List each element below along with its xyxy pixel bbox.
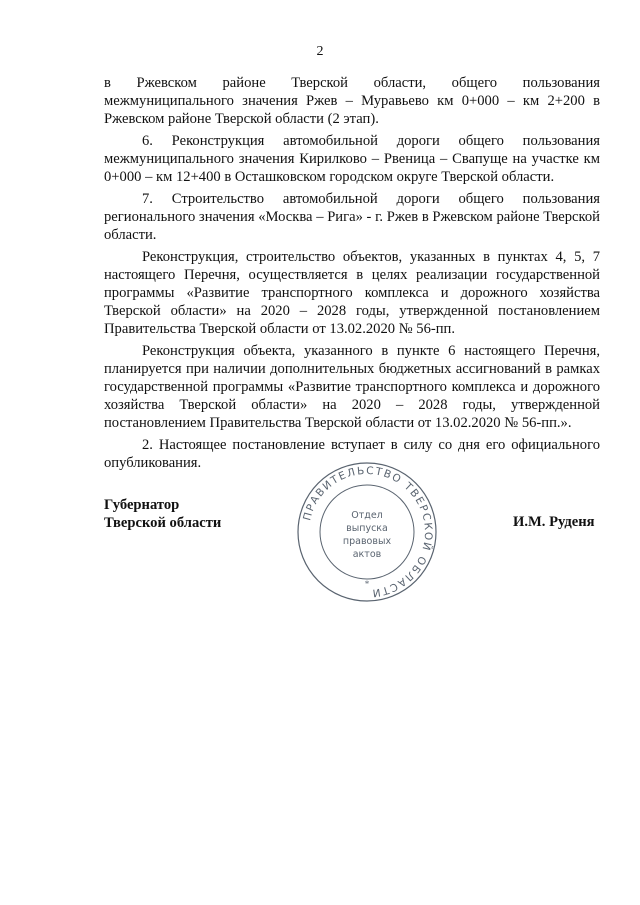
signature-position xyxy=(104,496,221,532)
signatory-name: И.М. Руденя xyxy=(513,514,595,530)
paragraph-planned-reconstruction: Реконструкция объекта, указанного в пункте 6 настоящего Перечня, планируется при наличии дополнительных бюджетных ассигнований в рамках государственной программы «Развитие транспортного комплекса и дорожного хозяйства Тверской области» на 2020 – 2028 годы, утвержденной постановлением Правительства Тверской области от 13.02.2020 № 56-пп.». xyxy=(104,343,600,431)
page-number: 2 xyxy=(316,44,324,59)
paragraph-implementation: Реконструкция, строительство объектов, указанных в пунктах 4, 5, 7 настоящего Перечня, осуществляется в целях реализации государственной программы «Развитие транспортного комплекса и дорожного хозяйства Тверской области» на 2020 – 2028 годы, утвержденной постановлением Правительства Тверской области от 13.02.2020 № 56-пп. xyxy=(104,249,600,337)
stamp-center-line-1: Отдел xyxy=(351,510,383,521)
signature-position-line-2: Тверской области xyxy=(104,515,222,531)
stamp-center-line-3: правовых xyxy=(342,536,392,547)
stamp-center-line-4: актов xyxy=(352,549,382,560)
stamp-graphic xyxy=(296,461,438,603)
paragraph-item-6: 6. Реконструкция автомобильной дороги общего пользования межмуниципального значения Кирилково – Рвеница – Свапуще на участке км 0+000 – км 12+400 в Осташковском городском округе Тверской области. xyxy=(104,133,600,185)
stamp-ring-text-path: ПРАВИТЕЛЬСТВО ТВЕРСКОЙ ОБЛАСТИ xyxy=(301,464,435,599)
paragraph-continuation: в Ржевском районе Тверской области, общего пользования межмуниципального значения Ржев – Муравьево км 0+000 – км 2+200 в Ржевском районе Тверской области (2 этап). xyxy=(104,75,600,127)
paragraph-entry-into-force: 2. Настоящее постановление вступает в силу со дня его официального опубликования. xyxy=(104,437,600,471)
stamp-star-icon: * xyxy=(364,579,370,589)
signature-position-line-1: Губернатор xyxy=(104,497,180,513)
official-stamp xyxy=(296,461,438,603)
stamp-center-line-2: выпуска xyxy=(346,523,388,534)
paragraph-item-7: 7. Строительство автомобильной дороги общего пользования регионального значения «Москва – Рига» - г. Ржев в Ржевском районе Тверской области. xyxy=(104,191,600,243)
document-body xyxy=(104,74,600,476)
